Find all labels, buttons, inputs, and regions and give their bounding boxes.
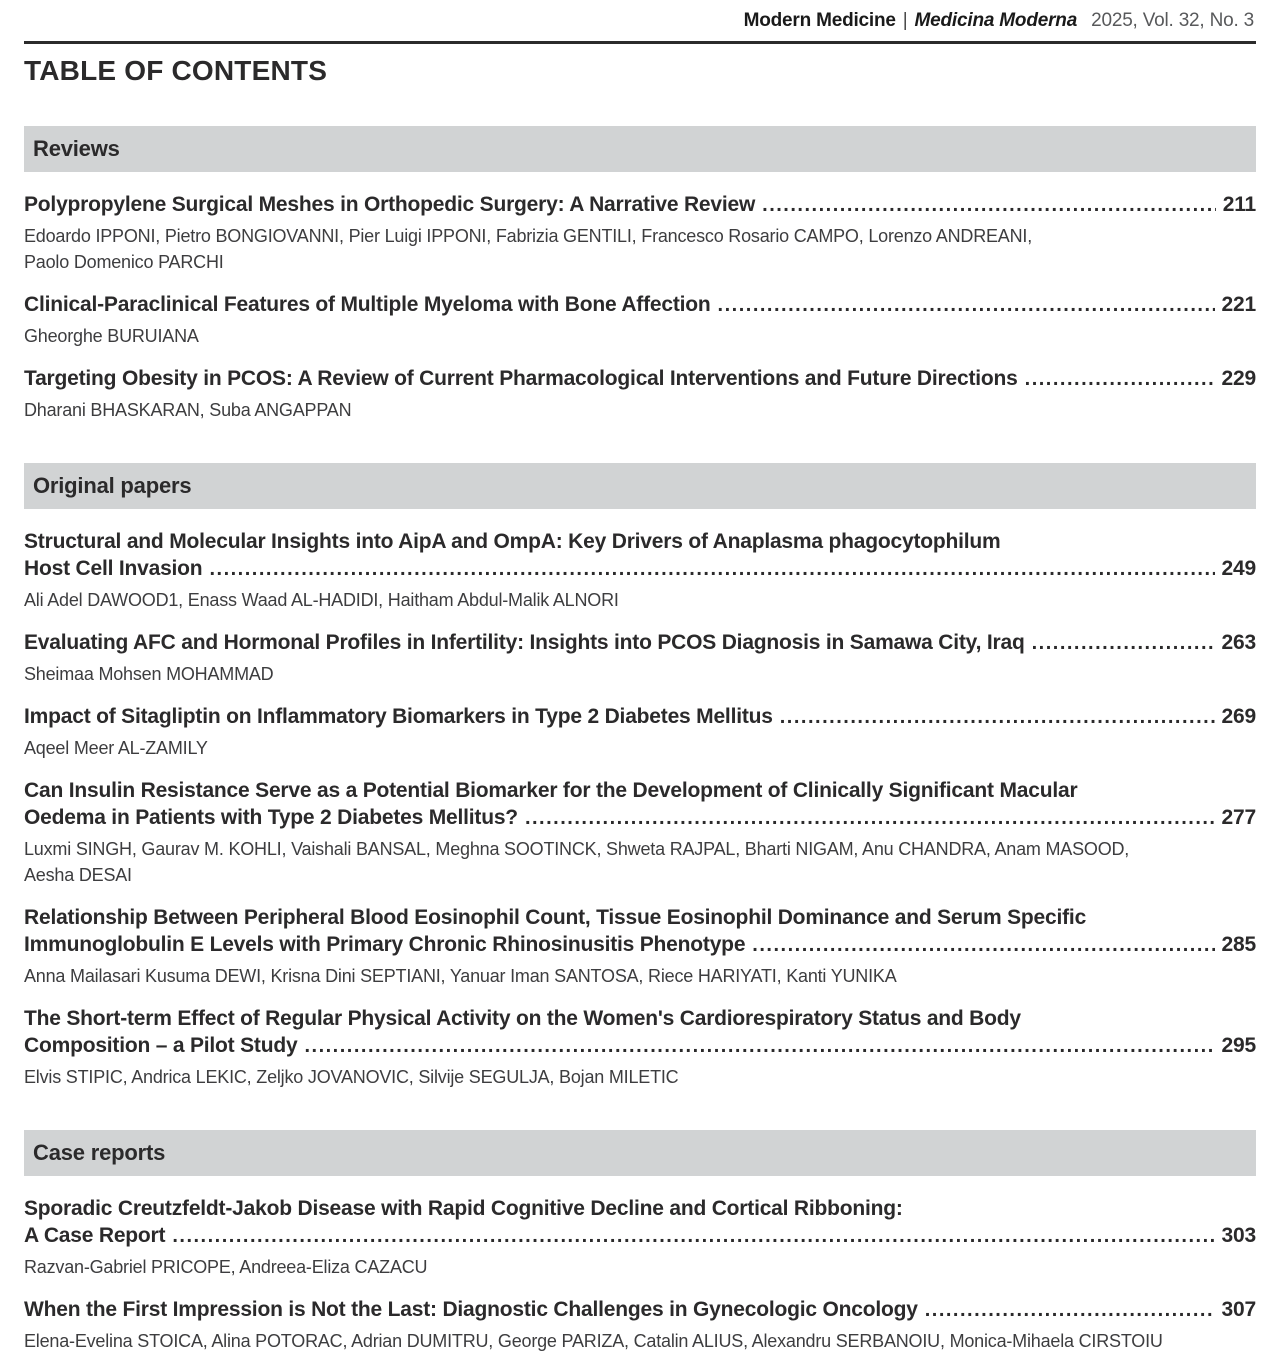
authors-line: Ali Adel DAWOOD1, Enass Waad AL-HADIDI, Haitham Abdul-Malik ALNORI <box>24 590 619 610</box>
entry-title-text: Clinical-Paraclinical Features of Multiple Myeloma with Bone Affection <box>24 293 711 316</box>
entry-title-line <box>24 1296 1256 1324</box>
toc-section <box>24 1130 1256 1354</box>
page-title: TABLE OF CONTENTS <box>24 55 328 86</box>
entry-title-text: Immunoglobulin E Levels with Primary Chronic Rhinosinusitis Phenotype <box>24 933 746 956</box>
page-number: 303 <box>1221 1224 1256 1247</box>
authors-line: Sheimaa Mohsen MOHAMMAD <box>24 664 274 684</box>
dotted-leader <box>762 191 1216 219</box>
page-number: 277 <box>1221 806 1256 829</box>
entry-title-line <box>24 528 1256 555</box>
entry-title-block <box>24 1195 1256 1250</box>
toc-section <box>24 126 1256 423</box>
entry-title-text: When the First Impression is Not the Last: Diagnostic Challenges in Gynecologic Oncology <box>24 1298 918 1321</box>
entry-authors <box>24 223 1256 275</box>
authors-line: Luxmi SINGH, Gaurav M. KOHLI, Vaishali BANSAL, Meghna SOOTINCK, Shweta RAJPAL, Bharti NIGAM, Anu CHANDRA, Anam MASOOD, <box>24 839 1130 859</box>
section-label: Case reports <box>33 1140 166 1165</box>
page-number: 229 <box>1221 367 1256 390</box>
entry-authors <box>24 587 1256 613</box>
entry-authors <box>24 735 1256 761</box>
entry-title-block <box>24 777 1256 832</box>
dotted-leader <box>925 1296 1215 1324</box>
page-number: 269 <box>1221 705 1256 728</box>
entry-title-line <box>24 629 1256 657</box>
section-label: Reviews <box>33 136 120 161</box>
entry-authors <box>24 323 1256 349</box>
entry-title-block <box>24 528 1256 583</box>
header-rule <box>24 41 1256 44</box>
entry-authors <box>24 1328 1256 1354</box>
entry-title-line <box>24 191 1256 219</box>
dotted-leader <box>752 931 1214 959</box>
entry-title-block <box>24 904 1256 959</box>
entry-title-text: Oedema in Patients with Type 2 Diabetes Mellitus? <box>24 806 518 829</box>
entry-title-block <box>24 191 1256 219</box>
section-label: Original papers <box>33 473 192 498</box>
entry-title-text: Polypropylene Surgical Meshes in Orthopedic Surgery: A Narrative Review <box>24 193 756 216</box>
authors-line: Aqeel Meer AL-ZAMILY <box>24 738 208 758</box>
dotted-leader <box>172 1222 1214 1250</box>
toc-entry <box>24 1296 1256 1354</box>
entry-title-text: Relationship Between Peripheral Blood Eosinophil Count, Tissue Eosinophil Dominance and Serum Specific <box>24 906 1087 929</box>
dotted-leader <box>1025 365 1215 393</box>
dotted-leader <box>304 1032 1214 1060</box>
entry-authors <box>24 1064 1256 1090</box>
entry-authors <box>24 397 1256 423</box>
toc-entry <box>24 191 1256 275</box>
entry-title-line <box>24 904 1256 931</box>
toc-entry <box>24 703 1256 761</box>
entry-title-line <box>24 291 1256 319</box>
section-header-bar <box>24 1130 1256 1176</box>
issue-info: 2025, Vol. 32, No. 3 <box>1091 10 1254 31</box>
dotted-leader <box>525 804 1215 832</box>
section-header-bar <box>24 126 1256 172</box>
entry-title-text: Sporadic Creutzfeldt-Jakob Disease with Rapid Cognitive Decline and Cortical Ribboning: <box>24 1197 903 1220</box>
section-entries <box>24 509 1256 1090</box>
section-entries <box>24 172 1256 423</box>
entry-title-text: Targeting Obesity in PCOS: A Review of Current Pharmacological Interventions and Future Directions <box>24 367 1018 390</box>
entry-title-text: Can Insulin Resistance Serve as a Potential Biomarker for the Development of Clinically Significant Macular <box>24 779 1078 802</box>
page-number: 295 <box>1221 1034 1256 1057</box>
entry-title-line <box>24 804 1256 832</box>
dotted-leader <box>718 291 1215 319</box>
entry-title-text: Impact of Sitagliptin on Inflammatory Biomarkers in Type 2 Diabetes Mellitus <box>24 705 773 728</box>
entry-title-block <box>24 365 1256 393</box>
entry-title-text: The Short-term Effect of Regular Physical Activity on the Women's Cardiorespiratory Status and Body <box>24 1007 1021 1030</box>
toc-entry <box>24 629 1256 687</box>
toc-entry <box>24 1005 1256 1090</box>
page-number: 307 <box>1221 1298 1256 1321</box>
entry-title-line <box>24 703 1256 731</box>
toc-entry <box>24 291 1256 349</box>
section-header-bar <box>24 463 1256 509</box>
entry-authors <box>24 836 1256 888</box>
toc-entry <box>24 777 1256 888</box>
entry-title-line <box>24 1222 1256 1250</box>
entry-title-block <box>24 703 1256 731</box>
authors-line: Elena-Evelina STOICA, Alina POTORAC, Adrian DUMITRU, George PARIZA, Catalin ALIUS, Alexandru SERBANOIU, Monica-Mihaela CIRSTOIU <box>24 1331 1163 1351</box>
authors-line: Elvis STIPIC, Andrica LEKIC, Zeljko JOVANOVIC, Silvije SEGULJA, Bojan MILETIC <box>24 1067 679 1087</box>
header-separator: | <box>902 10 908 31</box>
toc-entry <box>24 365 1256 423</box>
page-number: 285 <box>1221 933 1256 956</box>
entry-title-block <box>24 1005 1256 1060</box>
authors-line: Edoardo IPPONI, Pietro BONGIOVANNI, Pier Luigi IPPONI, Fabrizia GENTILI, Francesco Rosario CAMPO, Lorenzo ANDREANI, <box>24 226 1033 246</box>
entry-title-line <box>24 1005 1256 1032</box>
entry-title-line <box>24 1195 1256 1222</box>
dotted-leader <box>1032 629 1215 657</box>
dotted-leader <box>209 555 1214 583</box>
journal-name: Modern Medicine <box>743 10 896 31</box>
entry-title-block <box>24 1296 1256 1324</box>
toc-section <box>24 463 1256 1090</box>
entry-title-line <box>24 365 1256 393</box>
journal-header <box>24 8 1256 34</box>
entry-title-block <box>24 629 1256 657</box>
authors-line: Anna Mailasari Kusuma DEWI, Krisna Dini SEPTIANI, Yanuar Iman SANTOSA, Riece HARIYATI, Kanti YUNIKA <box>24 966 897 986</box>
entry-title-text: Structural and Molecular Insights into AipA and OmpA: Key Drivers of Anaplasma phagocytophilum <box>24 530 1001 553</box>
page-number: 211 <box>1222 193 1256 216</box>
entry-authors <box>24 963 1256 989</box>
entry-title-line <box>24 931 1256 959</box>
page-number: 263 <box>1221 631 1256 654</box>
authors-line: Paolo Domenico PARCHI <box>24 252 224 272</box>
entry-title-text: Host Cell Invasion <box>24 557 203 580</box>
entry-authors <box>24 661 1256 687</box>
toc-entry <box>24 528 1256 613</box>
entry-title-line <box>24 555 1256 583</box>
entry-authors <box>24 1254 1256 1280</box>
authors-line: Aesha DESAI <box>24 865 132 885</box>
toc-sections <box>24 126 1256 1354</box>
page-number: 221 <box>1221 293 1256 316</box>
entry-title-line <box>24 1032 1256 1060</box>
toc-entry <box>24 1195 1256 1280</box>
entry-title-block <box>24 291 1256 319</box>
dotted-leader <box>780 703 1215 731</box>
section-entries <box>24 1176 1256 1354</box>
entry-title-text: Composition – a Pilot Study <box>24 1034 298 1057</box>
entry-title-text: A Case Report <box>24 1224 166 1247</box>
authors-line: Gheorghe BURUIANA <box>24 326 199 346</box>
authors-line: Dharani BHASKARAN, Suba ANGAPPAN <box>24 400 352 420</box>
journal-name-alt: Medicina Moderna <box>914 10 1078 31</box>
entry-title-line <box>24 777 1256 804</box>
page-number: 249 <box>1221 557 1256 580</box>
toc-entry <box>24 904 1256 989</box>
authors-line: Razvan-Gabriel PRICOPE, Andreea-Eliza CAZACU <box>24 1257 428 1277</box>
entry-title-text: Evaluating AFC and Hormonal Profiles in Infertility: Insights into PCOS Diagnosis in Samawa City, Iraq <box>24 631 1025 654</box>
